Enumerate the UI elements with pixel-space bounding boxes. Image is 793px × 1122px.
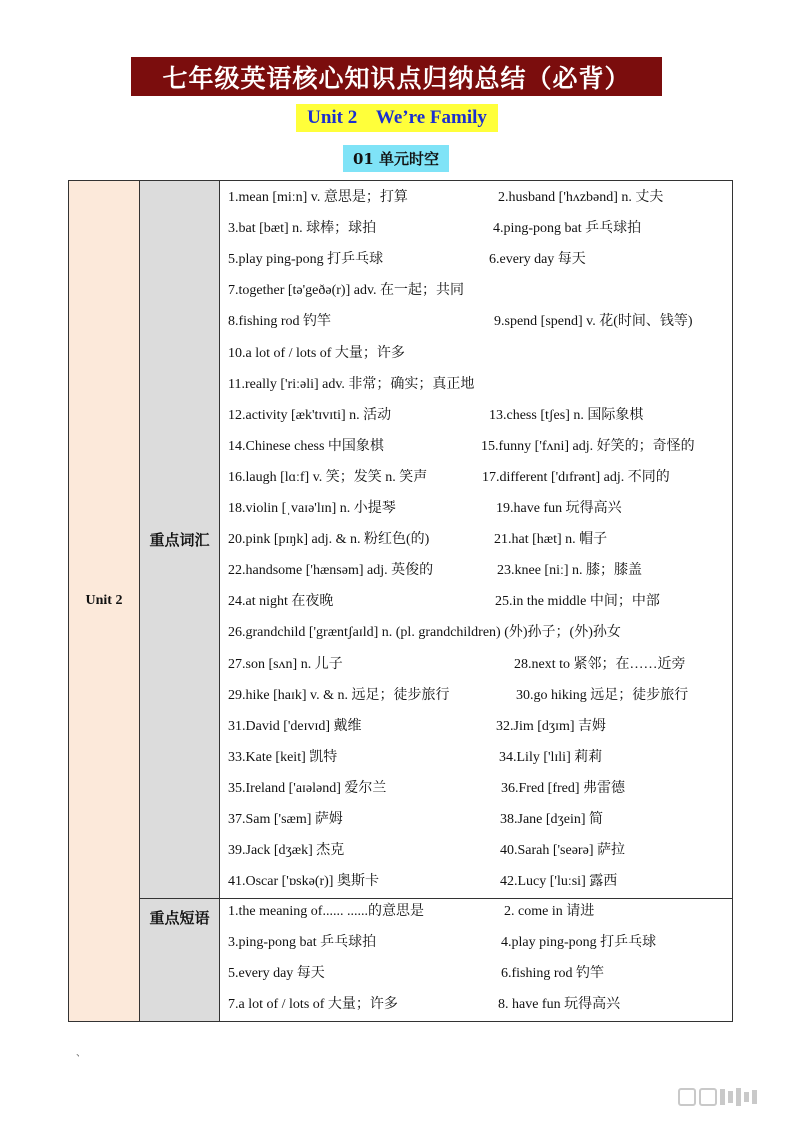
phrase-category-cell: 重点短语 [140,898,220,1021]
vocab-row [158,808,658,830]
vocab-row [158,373,658,395]
vocab-entry: 24.at night 在夜晚 [228,594,334,610]
phrase-entry: 7.a lot of / lots of 大量；许多 [228,997,398,1012]
vocab-row [158,186,664,208]
vocab-row [158,248,658,270]
watermark-bar-icon [752,1090,757,1104]
vocab-entry: 37.Sam ['sæm] 萨姆 [228,812,343,827]
phrase-entry: 4.play ping-pong 打乒乓球 [501,935,657,950]
vocab-category-cell: 重点词汇 [140,181,220,898]
vocab-entry: 32.Jim [dʒɪm] 吉姆 [496,718,607,734]
watermark-box-icon [678,1088,696,1106]
vocab-entry: 7.together [tə'geðə(r)] adv. 在一起；共同 [228,283,465,299]
phrase-entry: 2. come in 请进 [504,904,595,919]
vocab-row [158,559,658,581]
vocab-entry: 27.son [sʌn] n. 儿子 [228,656,343,672]
vocab-entry: 22.handsome ['hænsəm] adj. 英俊的 [228,563,434,579]
vocab-entry: 35.Ireland ['aɪələnd] 爱尔兰 [228,780,387,796]
phrase-row [158,931,658,953]
vocab-entry: 5.play ping-pong 打乒乓球 [228,252,384,268]
vocab-entry: 10.a lot of / lots of 大量；许多 [228,345,405,361]
vocab-entry: 18.violin [ˌvaɪə'lɪn] n. 小提琴 [228,501,396,516]
phrase-entry: 5.every day 每天 [228,966,325,981]
vocab-row [158,217,658,239]
vocab-entry: 29.hike [haɪk] v. & n. 远足；徒步旅行 [228,687,450,703]
vocab-entry: 12.activity [æk'tɪvɪti] n. 活动 [228,407,392,423]
vocab-entry: 1.mean [miːn] v. 意思是；打算 [228,190,408,205]
vocab-row [158,590,658,612]
vocab-entry: 8.fishing rod 钓竿 [228,314,332,330]
watermark-box-icon [699,1088,717,1106]
vocab-entry: 21.hat [hæt] n. 帽子 [494,532,608,548]
vocab-entry: 15.funny ['fʌni] adj. 好笑的；奇怪的 [481,438,695,454]
vocab-entry: 30.go hiking 远足；徒步旅行 [516,687,689,703]
vocab-entry: 42.Lucy ['luːsi] 露西 [500,874,618,890]
vocab-row [158,870,658,892]
vocab-entry: 16.laugh [lɑːf] v. 笑；发笑 n. 笑声 [228,469,428,485]
watermark-bar-icon [720,1089,725,1105]
row-divider [220,898,732,899]
vocab-row [158,279,658,301]
vocab-row [158,342,658,364]
watermark-bar-icon [728,1091,733,1103]
vocab-row [158,777,658,799]
vocab-row [158,715,658,737]
vocab-entry: 38.Jane [dʒein] 简 [500,812,604,827]
vocab-entry: 2.husband ['hʌzbənd] n. 丈夫 [498,190,664,205]
vocab-row [158,528,658,550]
section-heading: 01 单元时空 [343,145,449,172]
vocab-entry: 26.grandchild ['græntʃaɪld] n. (pl. grandchildren) (外)孙子；(外)孙女 [228,625,621,641]
watermark-bar-icon [736,1088,741,1106]
vocab-entry: 14.Chinese chess 中国象棋 [228,438,384,454]
vocab-entry: 34.Lily ['lɪli] 莉莉 [499,749,603,765]
vocab-row [158,404,658,426]
vocab-entry: 6.every day 每天 [489,252,586,268]
vocab-entry: 40.Sarah ['seərə] 萨拉 [500,843,625,859]
vocab-entry: 19.have fun 玩得高兴 [496,501,622,516]
phrase-row [158,993,658,1015]
vocab-entry: 4.ping-pong bat 乒乓球拍 [493,221,642,237]
vocab-entry: 3.bat [bæt] n. 球棒；球拍 [228,221,377,237]
vocab-entry: 13.chess [tʃes] n. 国际象棋 [489,407,644,423]
phrase-entry: 1.the meaning of...... ......的意思是 [228,904,424,919]
vocab-entry: 17.different ['dɪfrənt] adj. 不同的 [482,469,670,485]
vocab-row [158,684,689,706]
vocab-entry: 11.really ['riːəli] adv. 非常；确实；真正地 [228,376,475,392]
vocab-entry: 25.in the middle 中间；中部 [495,594,660,610]
unit-title: Unit 2 We’re Family [296,104,498,132]
vocab-row [158,466,670,488]
phrase-entry: 6.fishing rod 钓竿 [501,966,605,981]
vocab-entry: 41.Oscar ['ɒskə(r)] 奥斯卡 [228,874,379,890]
vocab-entry: 39.Jack [dʒæk] 杰克 [228,843,345,859]
vocab-entry: 31.David ['deɪvɪd] 戴维 [228,718,362,734]
unit-cell: Unit 2 [69,181,140,1021]
vocab-row [158,497,658,519]
vocab-row [158,839,658,861]
phrase-entry: 8. have fun 玩得高兴 [498,997,621,1012]
vocab-row [158,653,686,675]
watermark-logo [678,1086,778,1108]
phrase-row [158,962,658,984]
vocab-entry: 36.Fred [fred] 弗雷德 [501,780,626,796]
vocab-entry: 20.pink [pɪŋk] adj. & n. 粉红色(的) [228,532,430,548]
page-title: 七年级英语核心知识点归纳总结（必背） [131,57,662,96]
vocab-entry: 23.knee [niː] n. 膝；膝盖 [497,563,643,579]
vocab-row [158,435,695,457]
phrase-entry: 3.ping-pong bat 乒乓球拍 [228,935,377,950]
vocab-entry: 9.spend [spend] v. 花(时间、钱等) [494,314,693,330]
vocab-entry: 28.next to 紧邻；在……近旁 [514,656,686,672]
vocab-row [158,746,658,768]
vocab-row [158,621,658,643]
footer-mark: 、 [76,1048,86,1059]
vocab-entry: 33.Kate [keit] 凯特 [228,749,338,765]
phrase-row [158,900,658,922]
watermark-bar-icon [744,1092,749,1102]
vocab-row [158,310,693,332]
